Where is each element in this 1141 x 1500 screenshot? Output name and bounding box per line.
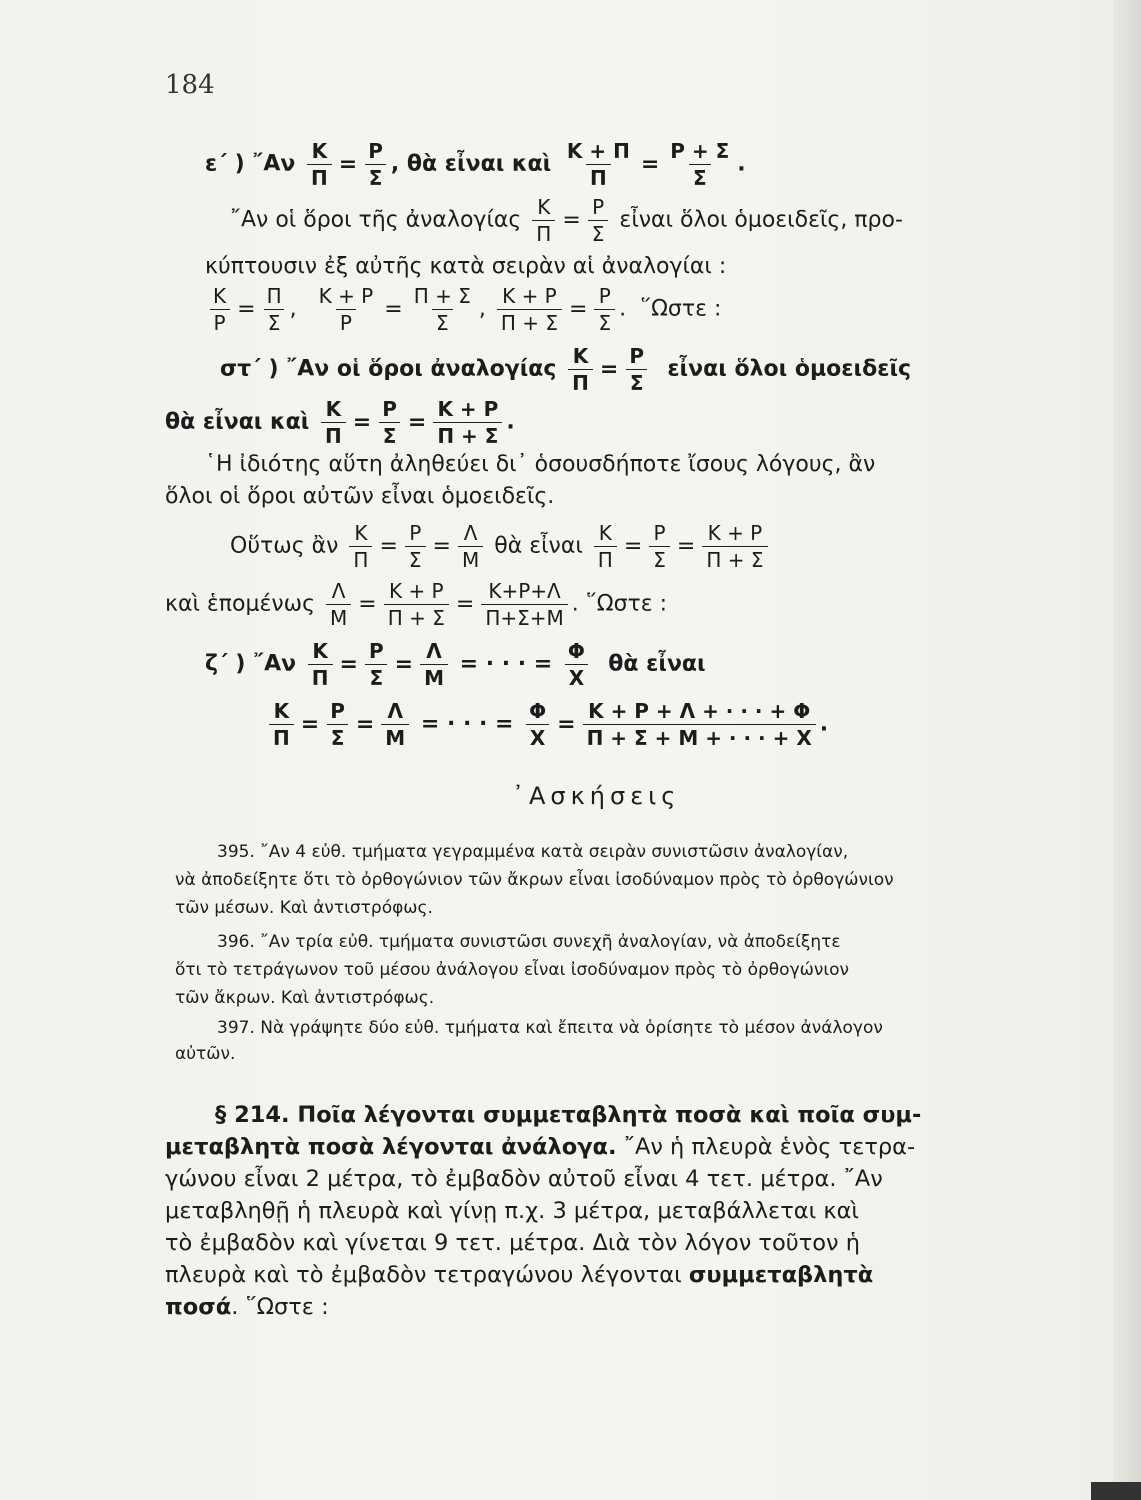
page-edge-shadow <box>1113 0 1141 1500</box>
fraction: $\frac{P}{\Sigma}$ <box>364 140 387 189</box>
section-214-line-5: τὸ ἐμβαδὸν καὶ γίνεται 9 τετ. μέτρα. Διὰ τὸν λόγον τοῦτον ἡ <box>165 1230 861 1256</box>
exercise-line: τῶν ἄκρων. Καὶ ἀντιστρόφως. <box>175 988 435 1008</box>
example-line-2: καὶ ἑπομένως $\frac{\Lambda}{M}$ = $\frac{K + P}{\Pi + \Sigma}$ = $\frac{K+P+\Lambda}{\Pi+\Sigma+M}$ . ῞Ωστε : <box>165 579 668 630</box>
rule-z-line-1: ζ΄ ) ῎Αν $\frac{K}{\Pi}$ = $\frac{P}{\Sigma}$ = $\frac{\Lambda}{M}$ = · · · = $\frac{\Phi}{X}$ θὰ εἶναι <box>205 639 706 690</box>
section-214-line-7: ποσά. ῞Ωστε : <box>165 1294 329 1320</box>
fraction: $\frac{K + \Pi}{\Pi}$ <box>566 139 630 190</box>
exercises-heading: ᾿Ασκήσεις <box>512 782 681 810</box>
exercise-line: 395. ῎Αν 4 εὐθ. τμήματα γεγραμμένα κατὰ σειρὰν συνιστῶσιν ἀναλογίαν, <box>217 842 849 862</box>
section-214-line-2: μεταβλητὰ ποσὰ λέγονται ἀνάλογα. ῎Αν ἡ πλευρὰ ἑνὸς τετρα- <box>165 1134 916 1160</box>
rule-e-proportions: $\frac{K}{P}$ = $\frac{\Pi}{\Sigma}$ , $\frac{K + P}{P}$ = $\frac{\Pi + \Sigma}{\Sigma}$ , $\frac{K + P}{\Pi + \Sigma}$ = $\frac{P}{\Sigma}$ . ῞Ωστε : <box>205 285 721 334</box>
exercise-line: νὰ ἀποδείξητε ὅτι τὸ ὀρθογώνιον τῶν ἄκρων εἶναι ἰσοδύναμον πρὸς τὸ ὀρθογώνιον <box>175 870 894 890</box>
fraction: $\frac{P}{\Sigma}$ <box>588 196 609 245</box>
property-text-2: ὅλοι οἱ ὅροι αὐτῶν εἶναι ὁμοειδεῖς. <box>165 484 555 509</box>
exercise-line: 396. ῎Αν τρία εὐθ. τμήματα συνιστῶσι συνεχῆ ἀναλογίαν, νὰ ἀποδείξητε <box>217 932 841 952</box>
exercise-line: αὐτῶν. <box>175 1044 236 1064</box>
rule-st-line-2: θὰ εἶναι καὶ $\frac{K}{\Pi}$ = $\frac{P}{\Sigma}$ = $\frac{K + P}{\Pi + \Sigma}$ . <box>165 397 515 448</box>
rule-st-line-1: στ΄ ) ῎Αν οἱ ὅροι ἀναλογίας $\frac{K}{\Pi}$ = $\frac{P}{\Sigma}$ εἶναι ὅλοι ὁμοειδεῖς <box>220 344 912 395</box>
scan-corner-mark <box>1091 1482 1141 1500</box>
section-214-line-1: § 214. Ποῖα λέγονται συμμεταβλητὰ ποσὰ καὶ ποῖα συμ- <box>215 1102 922 1128</box>
rule-z-line-2: $\frac{K}{\Pi}$ = $\frac{P}{\Sigma}$ = $\frac{\Lambda}{M}$ = · · · = $\frac{\Phi}{X}$ = $\frac{K + P + \Lambda + \cdot \cdot \cdot + \Phi}{\Pi + \Sigma + M + \cdot \cdot \cdot + X}$ . <box>265 700 828 749</box>
rule-e-text-2: κύπτουσιν ἐξ αὐτῆς κατὰ σειρὰν αἱ ἀναλογίαι : <box>205 254 727 279</box>
fraction: $\frac{K}{\Pi}$ <box>532 196 555 245</box>
rule-e-text-1: ῎Αν οἱ ὅροι τῆς ἀναλογίας $\frac{K}{\Pi}$ = $\frac{P}{\Sigma}$ εἶναι ὅλοι ὁμοειδεῖς, προ- <box>230 195 903 246</box>
section-214-line-3: γώνου εἶναι 2 μέτρα, τὸ ἐμβαδὸν αὐτοῦ εἶναι 4 τετ. μέτρα. ῎Αν <box>165 1166 883 1192</box>
page-number: 184 <box>165 70 215 100</box>
property-text-1: ῾Η ἰδιότης αὕτη ἀληθεύει δι᾿ ὁσουσδήποτε ἴσους λόγους, ἂν <box>205 452 876 477</box>
exercise-line: 397. Νὰ γράψητε δύο εὐθ. τμήματα καὶ ἔπειτα νὰ ὁρίσητε τὸ μέσον ἀνάλογον <box>217 1018 883 1038</box>
rule-e-line: ε΄ ) ῎Αν $\frac{K}{\Pi}$ = $\frac{P}{\Sigma}$ , θὰ εἶναι καὶ $\frac{K + \Pi}{\Pi}$ = $\frac{P + \Sigma}{\Sigma}$ . <box>205 139 746 190</box>
example-line-1: Οὕτως ἂν $\frac{K}{\Pi}$ = $\frac{P}{\Sigma}$ = $\frac{\Lambda}{M}$ θὰ εἶναι $\frac{K}{\Pi}$ = $\frac{P}{\Sigma}$ = $\frac{K + P}{\Pi + \Sigma}$ <box>230 522 772 571</box>
section-214-line-6: πλευρὰ καὶ τὸ ἐμβαδὸν τετραγώνου λέγονται συμμεταβλητὰ <box>165 1262 874 1288</box>
section-214-line-4: μεταβληθῇ ἡ πλευρὰ καὶ γίνῃ π.χ. 3 μέτρα, μεταβάλλεται καὶ <box>165 1198 860 1224</box>
fraction: $\frac{P + \Sigma}{\Sigma}$ <box>670 139 730 190</box>
exercise-line: ὅτι τὸ τετράγωνον τοῦ μέσου ἀνάλογου εἶναι ἰσοδύναμον πρὸς τὸ ὀρθογώνιον <box>175 960 850 980</box>
exercise-line: τῶν μέσων. Καὶ ἀντιστρόφως. <box>175 898 433 918</box>
fraction: $\frac{K}{\Pi}$ <box>307 140 332 189</box>
